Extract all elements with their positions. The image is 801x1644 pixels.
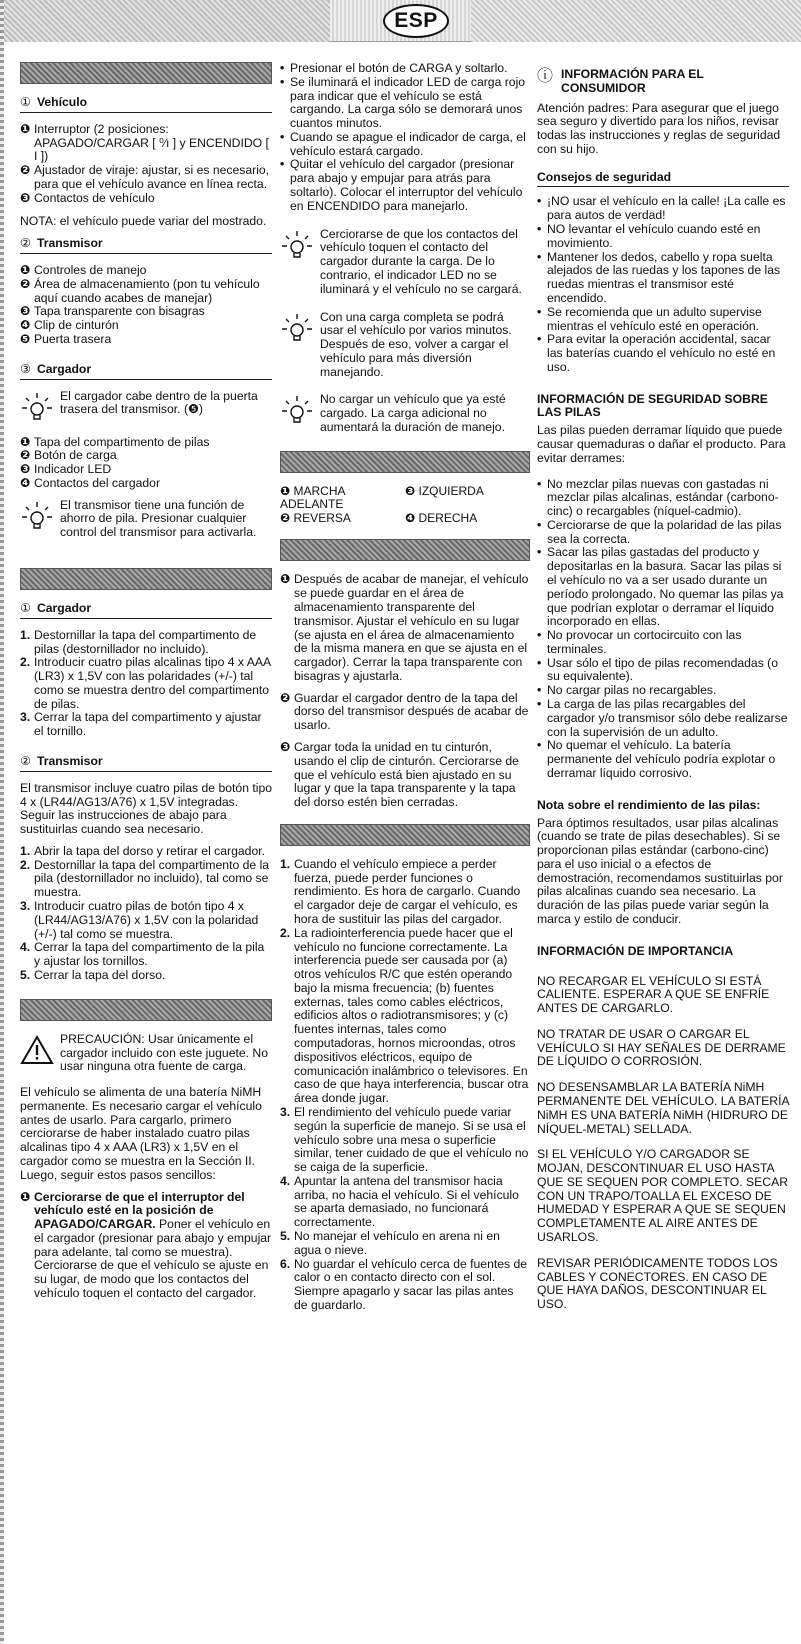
storage-steps — [280, 573, 530, 810]
list-item: • Usar sólo el tipo de pilas recomendadas (o su equivalente). — [537, 655, 779, 684]
list-item: ❶ Interruptor (2 posiciones: APAGADO/CARGAR [ ⁰⁄ı ] y ENCENDIDO [ I ]) — [20, 121, 269, 164]
transmitter-battery-steps — [20, 845, 272, 983]
troubleshooting-list — [280, 858, 530, 1313]
transmitter-battery-intro: El transmisor incluye cuatro pilas de botón tipo 4 x (LR44/AG13/A76) x 1,5V integradas. Seguir las instrucciones de abajo para sustituirlas cuando sea necesario. — [20, 780, 273, 837]
list-item: ❹ Contactos del cargador — [20, 475, 161, 490]
subheading-transmitter-batteries: ② Transmisor — [20, 755, 272, 772]
charging-step-1: ❶ Cerciorarse de que el interruptor del vehículo esté en la posición de APAGADO/CARGAR. Poner el vehículo en el cargador (presionar para abajo y empujar para adelante, tal como se muestra). Cerciorarse de que el vehículo se ajuste en su lugar, de modo que los contactos del vehículo toquen el contacto del cargador. — [20, 1189, 272, 1300]
column-right — [537, 68, 789, 1324]
tip-full-charge: Con una carga completa se podrá usar el vehículo por varios minutos. Después de eso, volver a cargar el vehículo para más diversión manejando. — [280, 311, 530, 380]
list-item: 1. Abrir la tapa del dorso y retirar el cargador. — [20, 843, 265, 858]
battery-performance-title: Nota sobre el rendimiento de las pilas: — [537, 797, 761, 812]
important-item: SI EL VEHÍCULO Y/O CARGADOR SE MOJAN, DESCONTINUAR EL USO HASTA QUE SE SEQUEN POR COMPLETO. SECAR CON UN TRAPO/TOALLA EL EXCESO DE HUMEDAD Y ESPERAR A QUE SE SEQUEN COMPLETAMENTE AL AIRE ANTES DE USARLOS. — [537, 1147, 789, 1245]
list-item: ❸ Contactos de vehículo — [20, 190, 155, 205]
vehicle-list — [20, 123, 272, 206]
important-item: NO TRATAR DE USAR O CARGAR EL VEHÍCULO SI HAY SEÑALES DE DERRAME DE LÍQUIDO O CORROSIÓN. — [537, 1026, 786, 1069]
lightbulb-icon — [280, 393, 314, 427]
list-item: ❸ Indicador LED — [20, 462, 112, 477]
list-item: 3. Cerrar la tapa del compartimento y ajustar el tornillo. — [20, 710, 262, 739]
tip-no-overcharge: No cargar un vehículo que ya esté cargado. La carga adicional no aumentará la duración de manejo. — [280, 393, 530, 434]
list-item: • NO levantar el vehículo cuando esté en movimiento. — [537, 222, 761, 250]
scan-edge — [0, 0, 4, 1644]
list-item: ❷ Área de almacenamiento (pon tu vehículo aquí cuando acabes de manejar) — [20, 276, 260, 305]
list-item: 5. No manejar el vehículo en arena ni en agua o nieve. — [280, 1228, 500, 1257]
list-item: 2. La radiointerferencia puede hacer que el vehículo no funcione correctamente. La interferencia puede ser causada por (a) otros vehículos R/C que estén operando bajo la misma frecuencia; (b) fuentes externas, tales como cables eléctricos, edificios altos o radiotransmisores; y (c) fuentes internas, tales como computadoras, hornos microondas, otros dispositivos eléctricos, equipo de comunicación inalámbrico o televisores. En caso de que haya interferencia, buscar otra área donde jugar. — [280, 925, 529, 1106]
lightbulb-icon — [20, 499, 54, 533]
header-band — [0, 0, 801, 42]
list-item: • Mantener los dedos, cabello y ropa suelta alejados de las ruedas y los tapones de las ruedas mientras el transmisor esté encendido. — [537, 249, 781, 305]
consumer-info-text: Atención padres: Para asegurar que el juego sea seguro y divertido para los niños, revisar todas las instrucciones y reglas de seguridad con su hijo. — [537, 100, 781, 156]
column-left — [20, 56, 272, 1301]
direction-right: ❹ DERECHA — [405, 510, 478, 525]
subheading-transmitter: ② Transmisor — [20, 237, 272, 254]
list-item: ❹ Clip de cinturón — [20, 318, 119, 333]
header-pattern-right — [471, 0, 801, 42]
language-badge: ESP — [383, 4, 449, 38]
list-item: • No provocar un cortocircuito con las terminales. — [537, 628, 742, 656]
list-item: • No cargar pilas no recargables. — [537, 683, 717, 698]
important-item: NO DESENSAMBLAR LA BATERÍA NiMH PERMANENTE DEL VEHÍCULO. LA BATERÍA NiMH ES UNA BATERÍA NiMH (HIDRURO DE NÍQUEL-METAL) SELLADA. — [537, 1080, 789, 1136]
battery-safety-intro: Las pilas pueden derramar líquido que puede causar quemaduras o dañar el producto. Para evitar derrames: — [537, 423, 786, 465]
list-item: ❷ Guardar el cargador dentro de la tapa del dorso del transmisor después de acabar de usarlo. — [280, 690, 529, 733]
list-item: 6. No guardar el vehículo cerca de fuentes de calor o en contacto directo con el sol. Siempre apagarlo y sacar las pilas antes de guardarlo. — [280, 1256, 528, 1312]
list-item: • Presionar el botón de CARGA y soltarlo. — [280, 61, 508, 75]
charger-battery-steps — [20, 629, 272, 739]
charge-bullets — [280, 62, 530, 214]
section-bar-parts — [20, 62, 272, 84]
warning-icon — [20, 1033, 54, 1067]
direction-legend — [280, 485, 530, 526]
important-info-title: INFORMACIÓN DE IMPORTANCIA — [537, 943, 734, 958]
transmitter-list — [20, 264, 272, 347]
list-item: • Cuando se apague el indicador de carga, el vehículo estará cargado. — [280, 129, 526, 158]
list-item: 1. Destornillar la tapa del compartimento de pilas (destornillador no incluido). — [20, 627, 257, 656]
direction-reverse: ❷ REVERSA — [280, 510, 351, 525]
list-item: • No quemar el vehículo. La batería permanente del vehículo podría explotar o derramar líquido corrosivo. — [537, 738, 776, 780]
tip-charger-fits: El cargador cabe dentro de la puerta trasera del transmisor. (❺) — [20, 390, 272, 424]
battery-performance-text: Para óptimos resultados, usar pilas alcalinas (cuando se trate de pilas desechables). Si se proporcionan pilas estándar (carbono-cinc) para el uso inicial o a efectos de demostración, recomendamos sustituirlas por pilas alcalinas cuando sea necesario. La duración de las pilas puede variar según la marca y estilo de conducir. — [537, 815, 783, 926]
direction-forward: ❶ MARCHA ADELANTE — [280, 483, 345, 512]
list-item: ❶ Controles de manejo — [20, 263, 147, 278]
subheading-vehicle: ① Vehículo — [20, 96, 272, 113]
section-bar-driving — [280, 451, 530, 473]
list-item: 1. Cuando el vehículo empiece a perder fuerza, puede perder funciones o rendimiento. Es hora de cargarlo. Cuando el cargador deje de cargar el vehículo, es hora de sustituir las pilas del cargador. — [280, 856, 521, 927]
list-item: ❶ Tapa del compartimento de pilas — [20, 434, 210, 449]
lightbulb-icon — [280, 311, 314, 345]
list-item: ❷ Ajustador de viraje: ajustar, si es necesario, para que el vehículo avance en línea recta. — [20, 163, 270, 191]
battery-safety-title: INFORMACIÓN DE SEGURIDAD SOBRE LAS PILAS — [537, 391, 768, 420]
list-item: ❶ Después de acabar de manejar, el vehículo se puede guardar en el área de almacenamiento transparente del transmisor. Ajustar el vehículo en su lugar (se ajusta en el área de almacenamiento de la misma manera en que se ajusta en el cargador). Cerrar la tapa transparente con bisagras y ajustarla. — [280, 572, 529, 683]
section-bar-charging — [20, 999, 272, 1021]
list-item: ❸ Cargar toda la unidad en tu cinturón, usando el clip de cinturón. Cerciorarse de que el vehículo está bien ajustado en su lugar y que la tapa transparente y la tapa del dorso estén bien cerradas. — [280, 739, 519, 810]
tip-battery-saver: El transmisor tiene una función de ahorro de pila. Presionar cualquier control del transmisor para activarla. — [20, 499, 272, 540]
important-item: NO RECARGAR EL VEHÍCULO SI ESTÁ CALIENTE. ESPERAR A QUE SE ENFRÍE ANTES DE CARGARLO. — [537, 973, 770, 1016]
list-item: ❷ Botón de carga — [20, 448, 117, 463]
list-item: 5. Cerrar la tapa del dorso. — [20, 967, 166, 982]
list-item: • Sacar las pilas gastadas del producto y depositarlas en la basura. Sacar las pilas si el vehículo no va a ser usado durante un período prolongado. No quemar las pilas ya que podrían explotar o derramar el líquido incorporado en ellas. — [537, 545, 784, 629]
list-item: 3. El rendimiento del vehículo puede variar según la superficie de manejo. Si se usa el vehículo sobre una mesa o superficie similar, tener cuidado de que el vehículo no se caiga de la superficie. — [280, 1104, 529, 1175]
column-middle — [280, 62, 530, 1313]
list-item: 2. Destornillar la tapa del compartimento de la pila (destornillador no incluido), tal como se muestra. — [20, 857, 270, 900]
header-pattern-left — [0, 0, 330, 42]
list-item: • Cerciorarse de que la polaridad de las pilas sea la correcta. — [537, 517, 782, 546]
list-item: • La carga de las pilas recargables del cargador y/o transmisor sólo debe realizarse con la supervisión de un adulto. — [537, 697, 788, 739]
info-icon: ⓘ — [537, 68, 554, 85]
list-item: • Para evitar la operación accidental, sacar las baterías cuando el vehículo no esté en uso. — [537, 332, 776, 374]
section-bar-storage — [280, 539, 530, 561]
subheading-charger-batteries: ① Cargador — [20, 602, 272, 619]
section-bar-batteries — [20, 568, 272, 590]
battery-safety-list — [537, 478, 789, 781]
list-item: • ¡NO usar el vehículo en la calle! ¡La calle es para autos de verdad! — [537, 194, 786, 223]
tip-contacts: Cerciorarse de que los contactos del vehículo toquen el contacto del cargador durante la carga. De lo contrario, el indicador LED no se iluminará y el vehículo no se cargará. — [280, 228, 530, 297]
direction-left: ❸ IZQUIERDA — [405, 483, 484, 498]
list-item: ❸ Tapa transparente con bisagras — [20, 304, 205, 319]
list-item: ❺ Puerta trasera — [20, 331, 112, 346]
safety-tips-list — [537, 195, 789, 374]
lightbulb-icon — [20, 390, 54, 424]
caution-box: PRECAUCIÓN: Usar únicamente el cargador incluido con este juguete. No usar ninguna otra fuente de carga. — [20, 1033, 272, 1074]
section-bar-troubleshooting — [280, 824, 530, 846]
list-item: 4. Cerrar la tapa del compartimento de la pila y ajustar los tornillos. — [20, 940, 265, 969]
list-item: 4. Apuntar la antena del transmisor hacia arriba, no hacia el vehículo. Si el vehículo se aparta demasiado, no funcionará correctamente. — [280, 1173, 519, 1230]
consumer-info-title: ⓘ INFORMACIÓN PARA EL CONSUMIDOR — [537, 67, 704, 95]
safety-tips-title: Consejos de seguridad — [537, 171, 789, 188]
list-item: • Se iluminará el indicador LED de carga rojo para indicar que el vehículo se está cargando. La carga sólo se demorará unos cuantos minutos. — [280, 74, 526, 131]
lightbulb-icon — [280, 228, 314, 262]
vehicle-note: NOTA: el vehículo puede variar del mostrado. — [20, 214, 267, 229]
list-item: • No mezclar pilas nuevas con gastadas ni mezclar pilas alcalinas, estándar (carbono-cinc) o recargables (níquel-cadmio). — [537, 476, 779, 519]
subheading-charger: ③ Cargador — [20, 363, 272, 380]
list-item: • Quitar el vehículo del cargador (presionar para abajo y empujar para atrás para soltarlo). Colocar el interruptor del vehículo en ENCENDIDO para manejarlo. — [280, 157, 523, 213]
list-item: • Se recomienda que un adulto supervise mientras el vehículo esté en operación. — [537, 304, 762, 333]
list-item: 2. Introducir cuatro pilas alcalinas tipo 4 x AAA (LR3) x 1,5V con las polaridades (+/-) tal como se muestra dentro del compartimento de pilas. — [20, 655, 271, 711]
list-item: 3. Introducir cuatro pilas de botón tipo 4 x (LR44/AG13/A76) x 1,5V con la polaridad (+/-) tal como se muestra. — [20, 899, 259, 941]
charging-intro: El vehículo se alimenta de una batería NiMH permanente. Es necesario cargar el vehículo antes de usarlo. Para cargarlo, primero cerciorarse de haber instalado cuatro pilas alcalinas tipo 4 x AAA (LR3) x 1,5V en el cargador como se muestra en la Sección II. Luego, seguir estos pasos sencillos: — [20, 1085, 262, 1182]
important-item: REVISAR PERIÓDICAMENTE TODOS LOS CABLES Y CONECTORES. EN CASO DE QUE HAYA DAÑOS, DESCONTINUAR EL USO. — [537, 1255, 778, 1312]
charger-list — [20, 436, 272, 491]
